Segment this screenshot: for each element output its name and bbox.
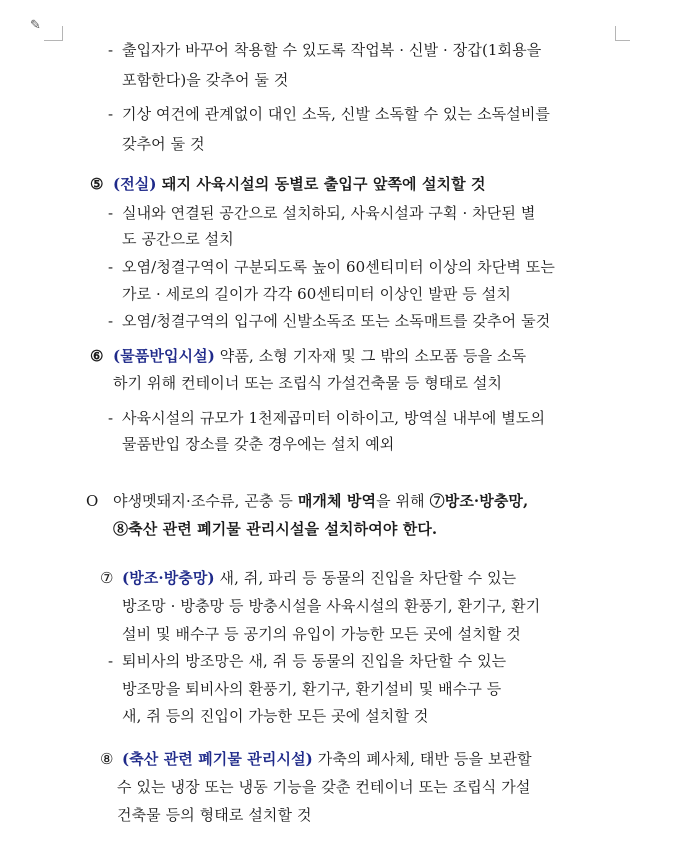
text-line: 하기 위해 컨테이너 또는 조립식 가설건축물 등 형태로 설치 [113,374,503,392]
text-line: 수 있는 냉장 또는 냉동 기능을 갖춘 컨테이너 또는 조립식 가설 [117,778,531,796]
text-line: 갖추어 둘 것 [122,135,205,153]
text-line [122,749,532,769]
text-line: 방조망을 퇴비사의 환풍기, 환기구, 환기설비 및 배수구 등 [122,680,502,698]
section-text: 약품, 소형 기자재 및 그 밖의 소모품 등을 소독 [214,347,527,365]
circled-number: ⑧ [100,750,114,768]
text-line [113,346,526,366]
text-line: 방조망 · 방충망 등 방충시설을 사육시설의 환풍기, 환기구, 환기 [122,597,541,615]
section-tag: (물품반입시설) [113,347,215,365]
text-line: 사육시설의 규모가 1천제곱미터 이하이고, 방역실 내부에 별도의 [122,409,546,427]
section-text: 돼지 사육시설의 동별로 출입구 앞쪽에 설치할 것 [156,175,486,193]
dash-marker: - [108,652,114,670]
text-line [122,568,516,588]
text-run: 야생멧돼지·조수류, 곤충 등 [113,492,298,510]
text-line [113,174,486,194]
text-line: 가로 · 세로의 길이가 각각 60센티미터 이상인 발판 등 설치 [122,285,511,303]
dash-marker: - [108,204,114,222]
text-line: 물품반입 장소를 갖춘 경우에는 설치 예외 [122,435,395,453]
dash-marker: - [108,105,114,123]
section-tag: (축산 관련 폐기물 관리시설) [122,750,313,768]
dash-marker: - [108,312,114,330]
text-run-bold: ⑦방조·방충망, [429,492,529,510]
circled-number: ⑥ [90,347,104,365]
text-line: 포함한다)을 갖추어 둘 것 [122,71,289,89]
dash-marker: - [108,409,114,427]
section-tag: (방조·방충망) [122,569,215,587]
text-line: 새, 쥐 등의 진입이 가능한 모든 곳에 설치할 것 [122,707,429,725]
text-line: 설비 및 배수구 등 공기의 유입이 가능한 모든 곳에 설치할 것 [122,625,521,643]
text-line [113,491,528,511]
circled-number: ⑤ [90,175,104,193]
dash-marker: - [108,41,114,59]
text-line: 출입자가 바꾸어 착용할 수 있도록 작업복 · 신발 · 장갑(1회용을 [122,41,542,59]
text-line: 퇴비사의 방조망은 새, 쥐 등 동물의 진입을 차단할 수 있는 [122,652,507,670]
text-line: ⑧축산 관련 폐기물 관리시설을 설치하여야 한다. [113,520,438,538]
text-line: 기상 여건에 관계없이 대인 소독, 신발 소독할 수 있는 소독설비를 [122,105,551,123]
bullet-marker: O [86,492,99,510]
text-line: 도 공간으로 설치 [122,230,234,248]
circled-number: ⑦ [100,569,114,587]
text-line: 실내와 연결된 공간으로 설치하되, 사육시설과 구획 · 차단된 별 [122,204,536,222]
pen-icon: ✎ [30,18,41,33]
text-run: 을 위해 [376,492,430,510]
dash-marker: - [108,258,114,276]
text-line: 건축물 등의 형태로 설치할 것 [117,806,312,824]
margin-corner-top-right [615,26,630,41]
text-line: 오염/청결구역의 입구에 신발소독조 또는 소독매트를 갖추어 둘것 [122,312,551,330]
section-tag: (전실) [113,175,157,193]
section-text: 가축의 폐사체, 태반 등을 보관할 [312,750,532,768]
text-run-bold: 매개체 방역 [297,492,377,510]
section-text: 새, 쥐, 파리 등 동물의 진입을 차단할 수 있는 [214,569,517,587]
margin-corner-top-left [44,26,63,41]
text-line: 오염/청결구역이 구분되도록 높이 60센티미터 이상의 차단벽 또는 [122,258,555,276]
